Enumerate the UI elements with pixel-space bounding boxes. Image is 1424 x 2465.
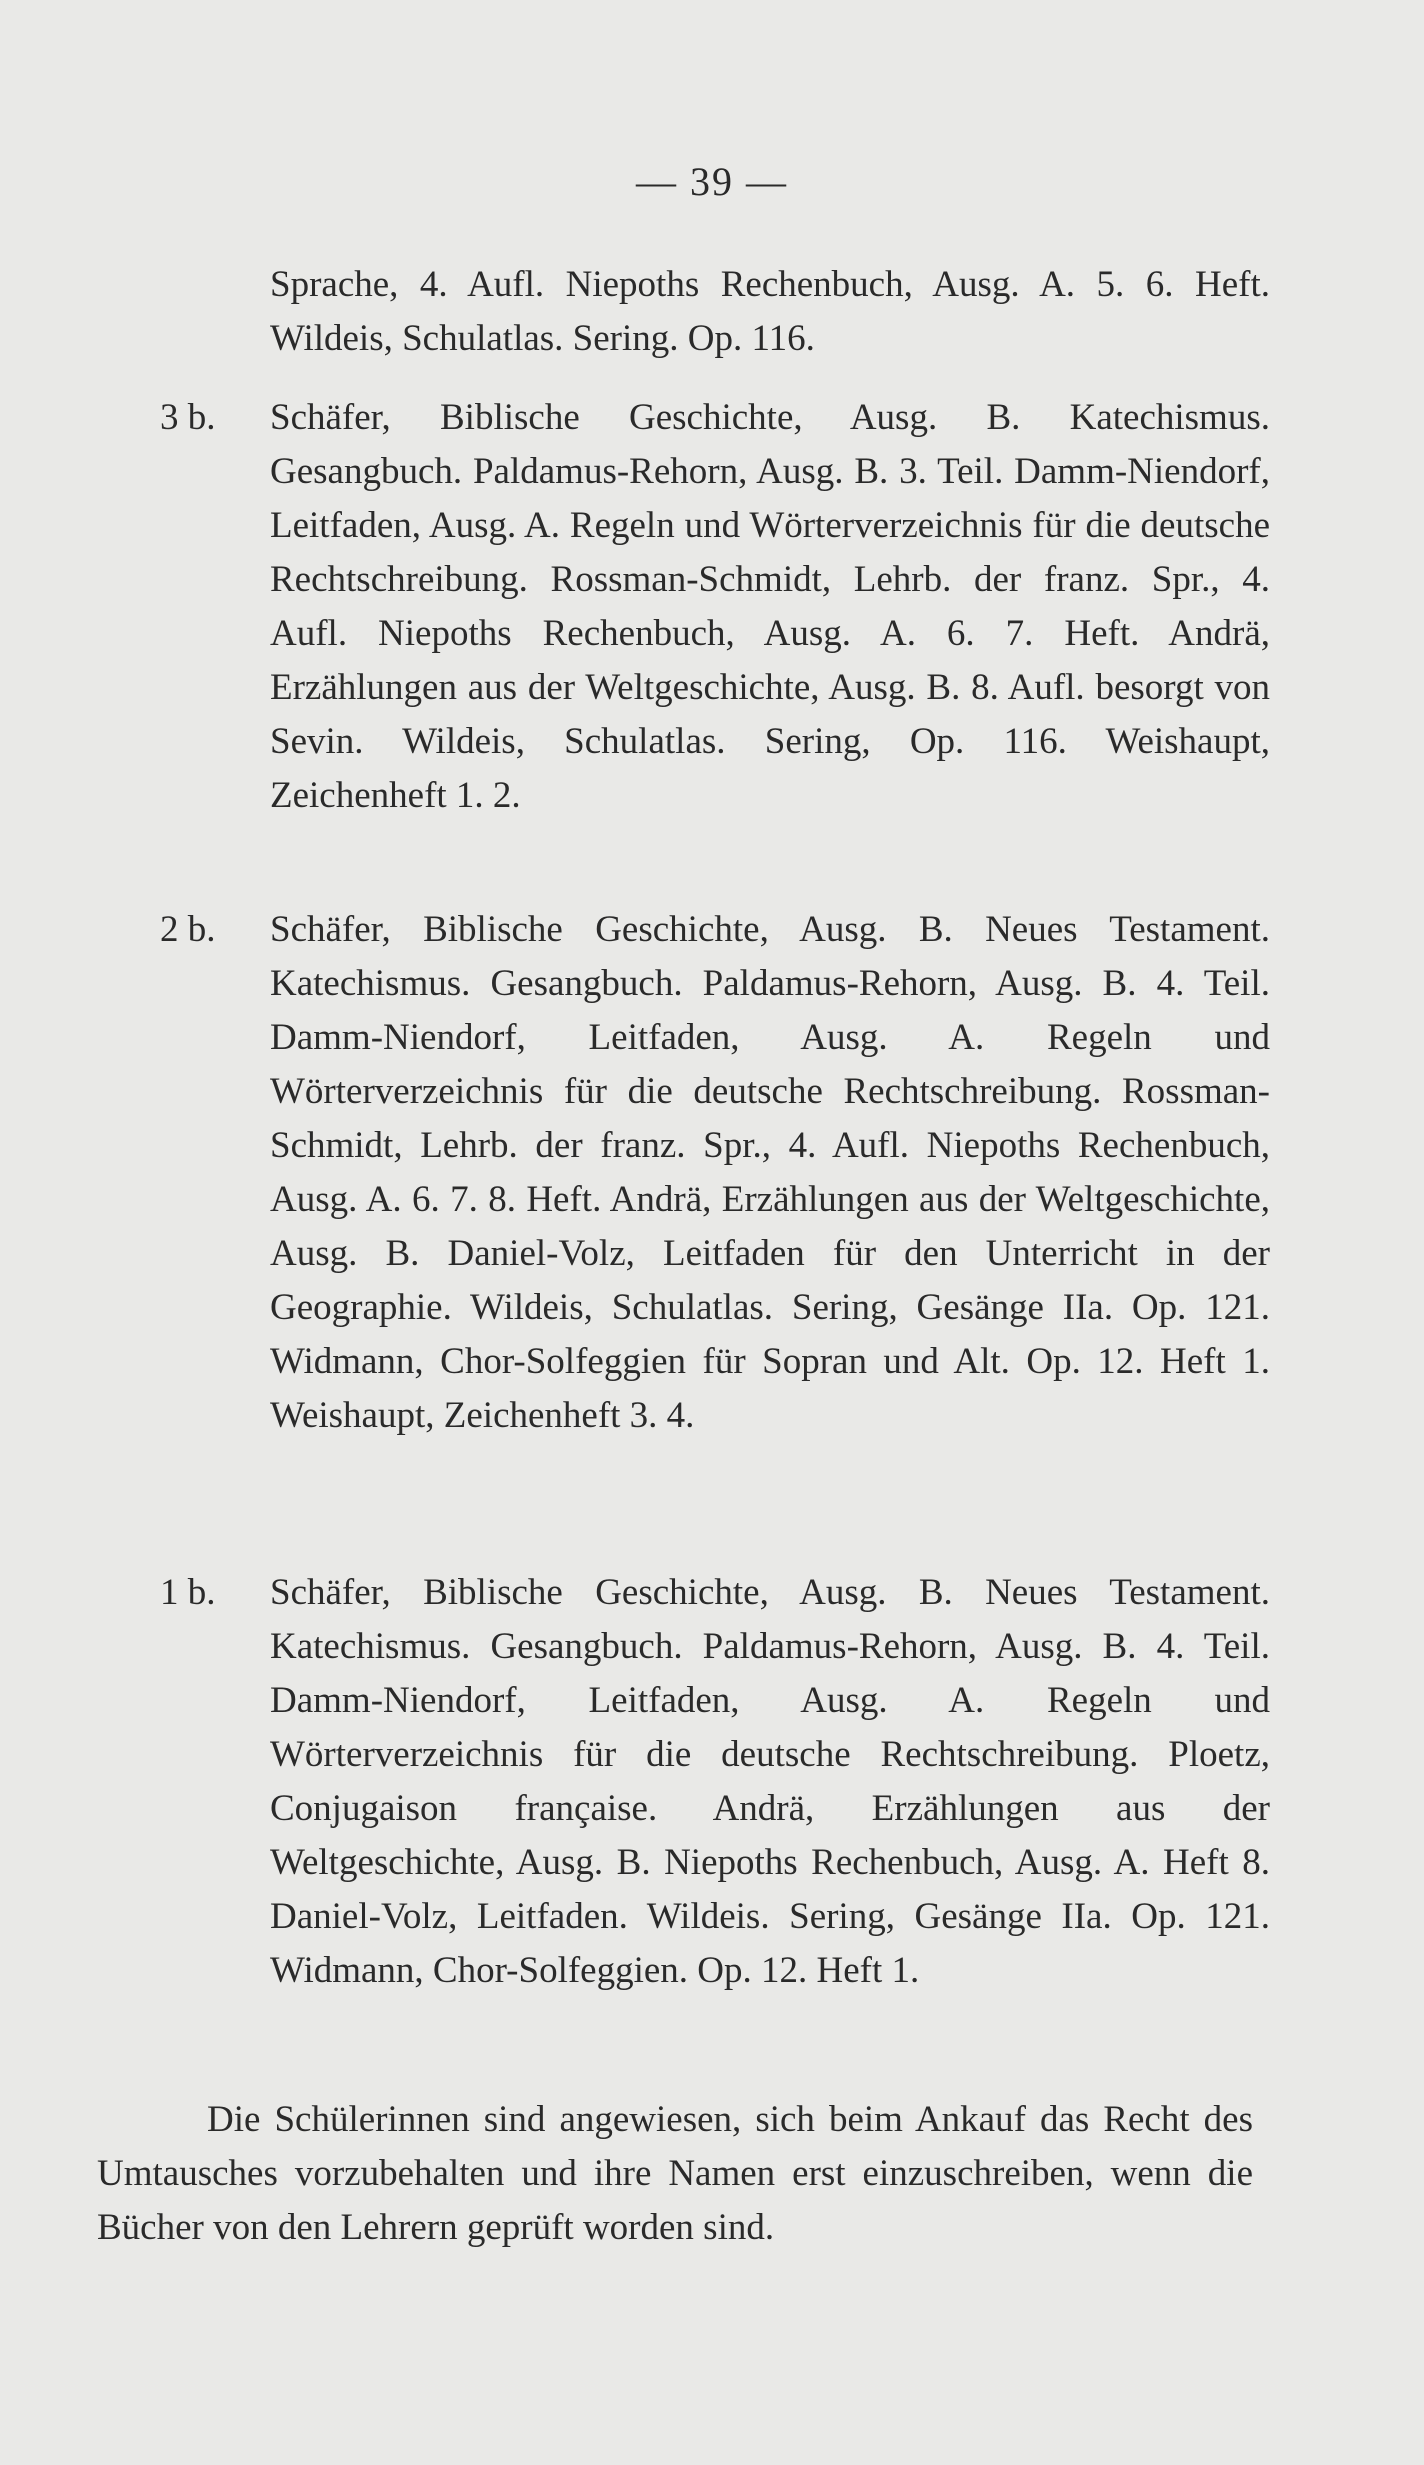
class-label: 1 b. (160, 1572, 216, 1613)
class-label: 2 b. (160, 909, 216, 950)
book-list-text: Schäfer, Biblische Geschichte, Ausg. B. Neues Testament. Katechismus. Gesangbuch. Paldamus-Rehorn, Ausg. B. 4. Teil. Damm-Niendorf, Leitfaden, Ausg. A. Regeln und Wörterverzeichnis für die deutsche Rechtschreibung. Rossman-Schmidt, Lehrb. der franz. Spr., 4. Aufl. Niepoths Rechenbuch, Ausg. A. 6. 7. 8. Heft. Andrä, Erzählungen aus der Weltgeschichte, Ausg. B. Daniel-Volz, Leitfaden für den Unterricht in der Geographie. Wildeis, Schulatlas. Sering, Gesänge IIa. Op. 121. Widmann, Chor-Solfeggien für Sopran und Alt. Op. 12. Heft 1. Weishaupt, Zeichenheft 3. 4. (270, 909, 1270, 1436)
book-list-text: Sprache, 4. Aufl. Niepoths Rechenbuch, Ausg. A. 5. 6. Heft. Wildeis, Schulatlas. Sering. Op. 116. (270, 264, 1270, 359)
book-list-text: Schäfer, Biblische Geschichte, Ausg. B. Neues Testament. Katechismus. Gesangbuch. Paldamus-Rehorn, Ausg. B. 4. Teil. Damm-Niendorf, Leitfaden, Ausg. A. Regeln und Wörterverzeichnis für die deutsche Rechtschreibung. Ploetz, Conjugaison française. Andrä, Erzählungen aus der Weltgeschichte, Ausg. B. Niepoths Rechenbuch, Ausg. A. Heft 8. Daniel-Volz, Leitfaden. Wildeis. Sering, Gesänge IIa. Op. 121. Widmann, Chor-Solfeggien. Op. 12. Heft 1. (270, 1572, 1270, 1991)
closing-note: Die Schülerinnen sind angewiesen, sich beim Ankauf das Recht des Umtausches vorzubehalten und ihre Namen erst einzuschreiben, wenn die Bücher von den Lehrern geprüft worden sind. (97, 2099, 1253, 2248)
class-label: 3 b. (160, 397, 216, 438)
book-list-text: Schäfer, Biblische Geschichte, Ausg. B. Katechismus. Gesangbuch. Paldamus-Rehorn, Ausg. B. 3. Teil. Damm-Niendorf, Leitfaden, Ausg. A. Regeln und Wörterverzeichnis für die deutsche Rechtschreibung. Rossman-Schmidt, Lehrb. der franz. Spr., 4. Aufl. Niepoths Rechenbuch, Ausg. A. 6. 7. Heft. Andrä, Erzählungen aus der Weltgeschichte, Ausg. B. 8. Aufl. besorgt von Sevin. Wildeis, Schulatlas. Sering, Op. 116. Weishaupt, Zeichenheft 1. 2. (270, 397, 1270, 816)
page-number: — 39 — (636, 159, 788, 204)
